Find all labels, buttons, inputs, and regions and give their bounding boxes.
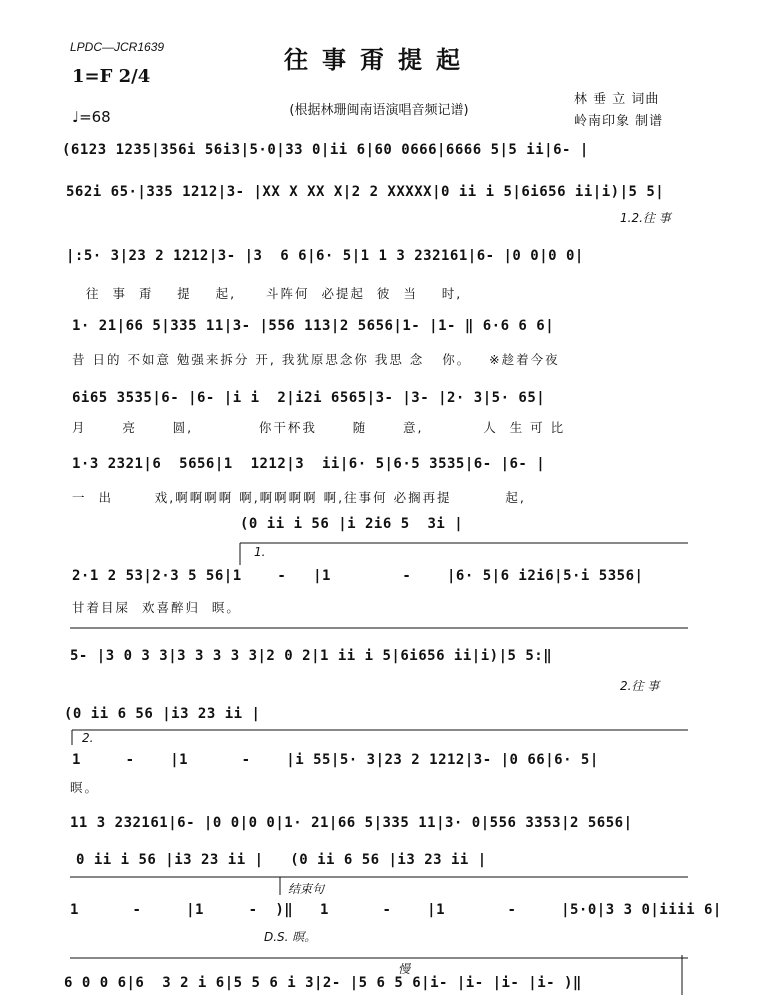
arranger-credit: 岭南印象 制谱 bbox=[574, 114, 664, 129]
score-line-4: 1· 21|66 5|335 11|3- |556 113|2 5656|1- |1- ‖ 6·6 6 6| bbox=[72, 318, 555, 334]
lyric-line-5: 月 亮 圆, 你干杯我 随 意, 人 生 可 比 bbox=[72, 420, 566, 435]
lyric-line-4: 昔 日的 不如意 勉强来拆分 开, 我犹原思念你 我思 念 你。 ※趁着今夜 bbox=[72, 352, 560, 367]
score-line-9: 1 - |1 - |i 55|5· 3|23 2 1212|3- |0 66|6· 5| bbox=[72, 752, 599, 768]
score-line-7: 2·1 2 53|2·3 5 56|1 - |1 - |6· 5|6 i2i6|5·i 5356| bbox=[72, 568, 644, 584]
score-line-1: (6123 1235|356i 56i3|5·0|33 0|ii 6|60 0666|6666 5|5 ii|6- | bbox=[62, 142, 589, 158]
score-line-12: 6 0 0 6|6 3 2 i 6|5 5 6 i 3|2- |5 6 5 6|i- |i- |i- |i- )‖ bbox=[64, 975, 582, 991]
subtitle: (根据林珊闽南语演唱音频记谱) bbox=[289, 103, 469, 118]
ds-marking: D.S. 暝。 bbox=[264, 930, 317, 944]
score-line-5: 6i65 3535|6- |6- |i i 2|i2i 6565|3- |3- |2· 3|5· 65| bbox=[72, 390, 546, 406]
score-line-10: 11 3 232161|6- |0 0|0 0|1· 21|66 5|335 11|3· 0|556 3353|2 5656| bbox=[70, 815, 633, 831]
accompaniment-line-11: 0 ii i 56 |i3 23 ii | (0 ii 6 56 |i3 23 ii | bbox=[76, 852, 487, 868]
song-title: 往事甭提起 bbox=[284, 45, 474, 74]
composer-credit: 林 垂 立 词曲 bbox=[574, 92, 660, 107]
key-signature: 1=F 2/4 bbox=[72, 66, 151, 87]
lyric-line-9: 暝。 bbox=[70, 780, 100, 795]
score-line-6: 1·3 2321|6 5656|1 1212|3 ii|6· 5|6·5 3535|6- |6- | bbox=[72, 456, 546, 472]
slow-marking: 慢 bbox=[398, 962, 411, 976]
accompaniment-line-7: (0 ii i 56 |i 2i6 5 3i | bbox=[240, 516, 464, 532]
score-line-11: 1 - |1 - )‖ 1 - |1 - |5·0|3 3 0|iiii 6| bbox=[70, 902, 722, 918]
tempo-marking: ♩=68 bbox=[72, 108, 111, 126]
volta-2-label: 2. bbox=[82, 731, 94, 745]
ending-label: 结束句 bbox=[288, 882, 325, 896]
catalog-tag: LPDC—JCR1639 bbox=[70, 40, 165, 54]
repeat-label-2: 2.往 事 bbox=[620, 679, 660, 693]
score-line-3: |:5· 3|23 2 1212|3- |3 6 6|6· 5|1 1 3 232161|6- |0 0|0 0| bbox=[66, 248, 584, 264]
lyric-line-6: 一 出 戏,啊啊啊啊 啊,啊啊啊啊 啊,往事何 必搁再提 起, bbox=[72, 490, 526, 505]
volta-1-label: 1. bbox=[254, 545, 266, 559]
accompaniment-line-9: (0 ii 6 56 |i3 23 ii | bbox=[64, 706, 261, 722]
lyric-line-3: 往 事 甭 提 起, 斗阵何 必提起 彼 当 时, bbox=[86, 286, 463, 301]
score-line-8: 5- |3 0 3 3|3 3 3 3 3|2 0 2|1 ii i 5|6i656 ii|i)|5 5:‖ bbox=[70, 648, 553, 664]
lyric-line-7: 甘着目屎 欢喜醉归 暝。 bbox=[72, 600, 241, 615]
score-line-2: 562i 65·|335 1212|3- |XX X XX X|2 2 XXXXX|0 ii i 5|6i656 ii|i)|5 5| bbox=[66, 184, 665, 200]
repeat-label-1: 1.2.往 事 bbox=[620, 211, 671, 225]
